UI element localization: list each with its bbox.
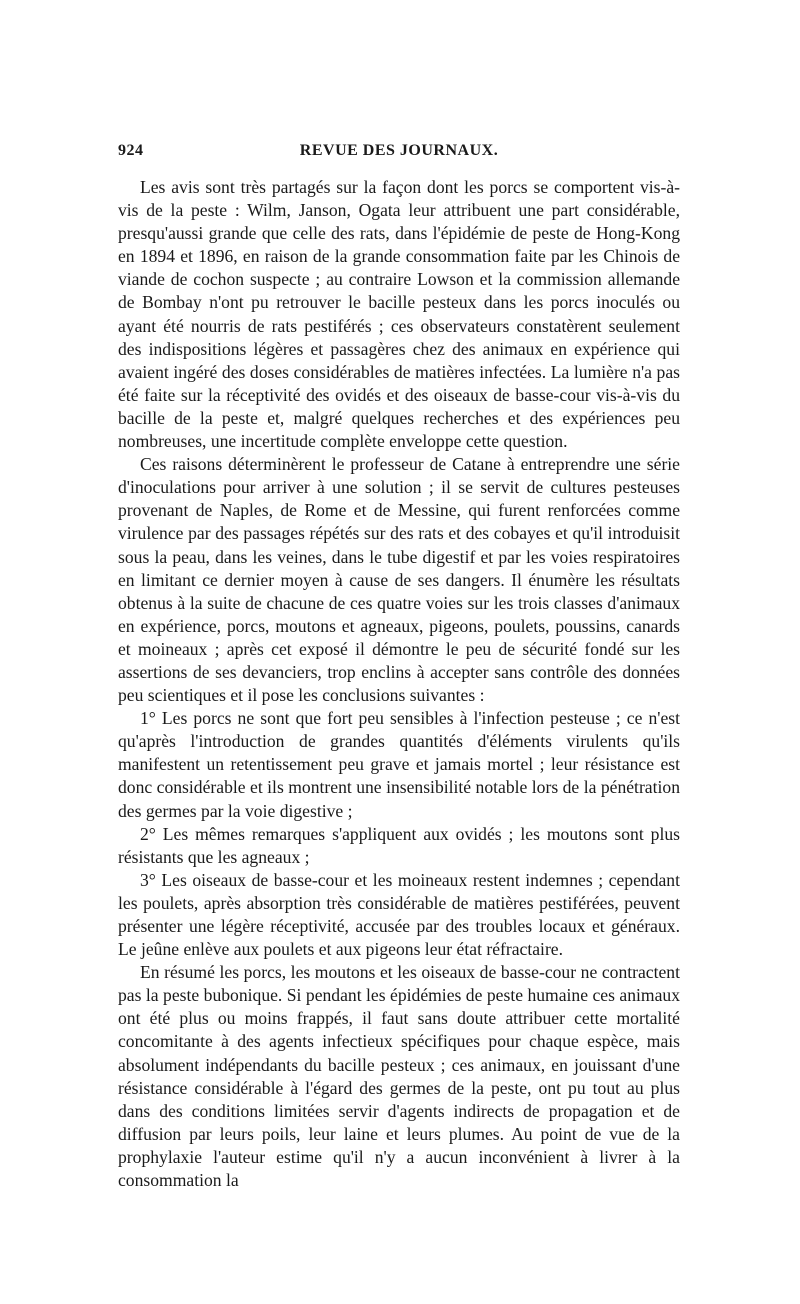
paragraph-experiments: Ces raisons déterminèrent le professeur de Catane à entreprendre une série d'inoculations pour arriver à une solution ; il se servit de cultures pesteuses provenant de Naples, de Rome et de Messine, qui furent renforcées comme virulence par des passages répétés sur des rats et des cobayes et qu'il introduisit sous la peau, dans les veines, dans le tube digestif et par les voies respiratoires en limitant ce dernier moyen à cause de ses dangers. Il énumère les résultats obtenus à la suite de chacune de ces quatre voies sur les trois classes d'animaux en expérience, porcs, moutons et agneaux, pigeons, poulets, poussins, canards et moineaux ; après cet exposé il démontre le peu de sécurité fondé sur les assertions de ses devanciers, trop enclins à accepter sans contrôle des données peu scientiques et il pose les conclusions suivantes : (118, 454, 680, 706)
document-page (118, 142, 680, 1192)
paragraph-intro: Les avis sont très partagés sur la façon dont les porcs se comportent vis-à-vis de la peste : Wilm, Janson, Ogata leur attribuent une part considérable, presqu'aussi grande que celle des rats, dans l'épidémie de peste de Hong-Kong en 1894 et 1896, en raison de la grande consommation faite par les Chinois de viande de cochon suspecte ; au contraire Lowson et la commission allemande de Bombay n'ont pu retrouver le bacille pesteux dans les porcs inoculés ou ayant été nourris de rats pestiférés ; ces observateurs constatèrent seulement des indispositions légères et passagères chez des animaux en expérience qui avaient ingéré des doses considérables de matières infectées. La lumière n'a pas été faite sur la réceptivité des ovidés et des oiseaux de basse-cour vis-à-vis du bacille de la peste et, malgré quelques recherches et des expériences peu nombreuses, une incertitude complète enveloppe cette question. (118, 177, 680, 452)
paragraph-conclusion-3: 3° Les oiseaux de basse-cour et les moineaux restent indemnes ; cependant les poulets, après absorption très considérable de matières pestiférées, peuvent présenter une légère réceptivité, accusée par des troubles locaux et généraux. Le jeûne enlève aux poulets et aux pigeons leur état réfractaire. (118, 869, 680, 960)
page-number: 924 (118, 142, 144, 159)
paragraph-conclusion-2: 2° Les mêmes remarques s'appliquent aux ovidés ; les moutons sont plus résistants que les agneaux ; (118, 823, 680, 867)
page-header (118, 142, 680, 168)
running-title: REVUE DES JOURNAUX. (299, 142, 499, 159)
article-body (118, 176, 680, 1192)
paragraph-summary: En résumé les porcs, les moutons et les oiseaux de basse-cour ne contractent pas la peste bubonique. Si pendant les épidémies de peste humaine ces animaux ont été plus ou moins frappés, il faut sans doute attribuer cette mortalité concomitante à des agents infectieux spécifiques pour chaque espèce, mais absolument indépendants du bacille pesteux ; ces animaux, en jouissant d'une résistance considérable à l'égard des germes de la peste, ont pu tout au plus dans des conditions limitées servir d'agents indirects de propagation et de diffusion par leurs poils, leur laine et leurs plumes. Au point de vue de la prophylaxie l'auteur estime qu'il n'y a aucun inconvénient à livrer à la consommation la (118, 962, 680, 1191)
paragraph-conclusion-1: 1° Les porcs ne sont que fort peu sensibles à l'infection pesteuse ; ce n'est qu'après l'introduction de grandes quantités d'éléments virulents qu'ils manifestent un retentissement peu grave et jamais mortel ; leur résistance est donc considérable et ils montrent une insensibilité notable lors de la pénétration des germes par la voie digestive ; (118, 708, 680, 821)
